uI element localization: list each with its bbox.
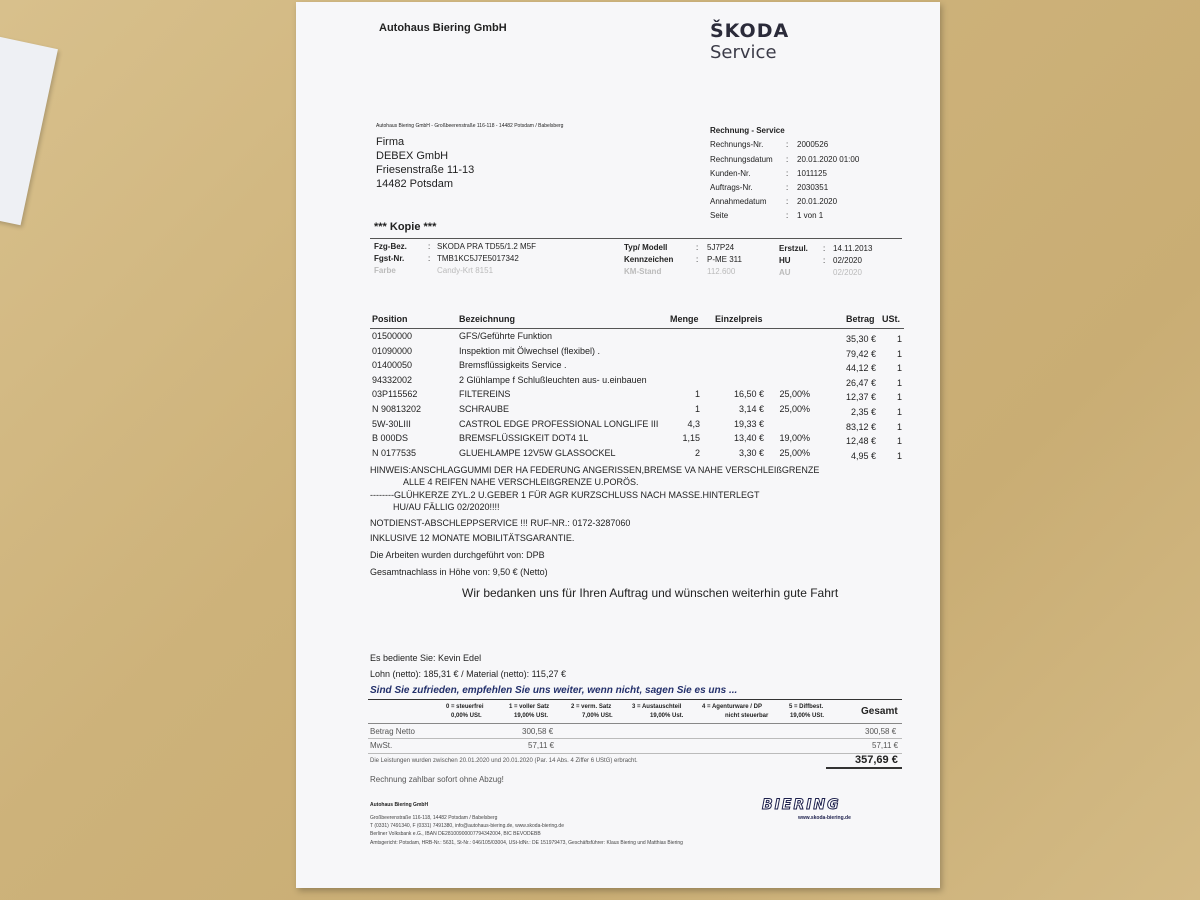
column-header: Position [372, 314, 408, 324]
thanks-message: Wir bedanken uns für Ihren Auftrag und wünschen weiterhin gute Fahrt [462, 586, 839, 600]
vehicle-label: Fgst-Nr. [374, 254, 405, 263]
cell-amount: 4,95 € [850, 450, 876, 461]
cell-amount: 35,30 € [845, 334, 876, 344]
tax-column-sub: 19,00% USt. [790, 713, 825, 719]
column-header: USt. [882, 314, 900, 324]
cell-position: N 0177535 [372, 447, 417, 458]
cell-vat-code: 1 [896, 377, 902, 388]
tax-column-head: 3 = Austauschteil [632, 704, 682, 710]
cell-position: 94332002 [372, 374, 413, 385]
cell-description: SCHRAUBE [459, 404, 510, 414]
cell-amount: 83,12 € [845, 421, 876, 432]
vehicle-value: TMB1KC5J7E5017342 [437, 254, 519, 263]
vehicle-value: 02/2020 [833, 256, 862, 265]
column-header: Bezeichnung [459, 314, 516, 324]
cell-amount: 12,48 € [845, 436, 876, 447]
note-line: NOTDIENST-ABSCHLEPPSERVICE !!! RUF-NR.: 0172-3287060 [370, 518, 631, 528]
cell-discount: 19,00% [779, 433, 810, 444]
note-line: ALLE 4 REIFEN NAHE VERSCHLEIßGRENZE U.PORÖS. [403, 477, 639, 487]
meta-value: 1 von 1 [797, 211, 824, 220]
tax-column-head: 5 = Diffbest. [789, 704, 824, 710]
note-line: HU/AU FÄLLIG 02/2020!!!! [393, 502, 500, 512]
divider [368, 723, 902, 724]
cell-unit-price: 3,30 € [738, 447, 764, 458]
table-row [296, 360, 940, 374]
vehicle-value: Candy-Krt 8151 [437, 266, 494, 275]
invoice-document: Autohaus Biering GmbH ŠKODA Service Autohaus Biering GmbH - Großbeerenstraße 116-118 - 14482 Potsdam / Babelsberg Firma DEBEX GmbH Friesenstraße 11-13 14482 Potsdam Rechnung - Service Rechnungs-Nr. : 2000526 Rechnungsdatum : 20.01.2020 01:00 Kunden-Nr. : 1011125 Auftrags-Nr. : 2030351 Annahmedatum : 20.01.2020 Seite : 1 von 1 *** Kopie *** Fzg-Bez. : SKODA PRA TD55/1.2 M5F Typ/ Modell : 5J7P24 Erstzul. : 14.11.2013 Fgst-Nr. : TMB1KC5J7E5017342 Kennzeichen : P-ME 311 HU : 02/2020 Farbe Candy-Krt 8151 KM-Stand 112.600 AU 02/2020 Position Bezeichnung Menge Einzelpreis Betrag USt. 01500000 GFS/Geführte Funktion 35,30 € 1 01090000 Inspektion mit Ölwechsel (flexibel) . 79,42 € 1 01400050 Bremsflüssigkeits Service . 44,12 € 1 94332002 2 Glühlampe f Schlußleuchten aus- u.einbauen 26,47 € 1 03P115562 FILTEREINS 1 16,50 € 25,00% 12,37 € 1 N 90813202 SCHRAUBE 1 3,14 € 25,00% 2,35 € 1 5W-30LIII CASTROL EDGE PROFESSIONAL LONGLIFE III 4,3 19,33 € 83,12 € 1 B 000DS BREMSFLÜSSIGKEIT DOT4 1L 1,15 13,40 € 19,00% 12,48 € 1 N 0177535 GLUEHLAMPE 12V5W GLASSOCKEL 2 3,30 € 25,00% 4,95 € 1 HINWEIS:ANSCHLAGGUMMI DER HA FEDERUNG ANGERISSEN,BREMSE VA NAHE VERSCHLEIßGRENZE ALLE 4 REIFEN NAHE VERSCHLEIßGRENZE U.PORÖS. --------GLÜHKERZE ZYL.2 U.GEBER 1 FÜR AGR KURZSCHLUSS NACH MASSE.HINTERLEGT HU/AU FÄLLIG 02/2020!!!! NOTDIENST-ABSCHLEPPSERVICE !!! RUF-NR.: 0172-3287060 INKLUSIVE 12 MONATE MOBILITÄTSGARANTIE. Die Arbeiten wurden durchgeführt von: DPB Gesamtnachlass in Höhe von: 9,50 € (Netto) Wir bedanken uns für Ihren Auftrag und wünschen weiterhin gute Fahrt Es bediente Sie: Kevin Edel Lohn (netto): 185,31 € / Material (netto): 115,27 € Sind Sie zufrieden, empfehlen Sie uns weiter, wenn nicht, sagen Sie es uns ... 0 = steuerfrei 0,00% USt. 1 = voller Satz 19,00% USt. 2 = verm. Satz 7,00% USt. 3 = Austauschteil 19,00% Ust. 4 = Agenturware / DP nicht steuerbar 5 = Diffbest. 19,00% USt. Gesamt Betrag Netto 300,58 € 300,58 € MwSt. 57,11 € 57,11 € Die Leistungen wurden zwischen 20.01.2020 und 20.01.2020 (Par. 14 Abs. 4 Ziffer 6 UStG) erbracht. 357,69 € Rechnung zahlbar sofort ohne Abzug! Autohaus Biering GmbH Großbeerenstraße 116-118, 14482 Potsdam / Babelsberg T (0331) 7491340, F (0331) 7491380, info@autohaus-biering.de, www.skoda-biering.de Berliner Volksbank e.G., IBAN DE28100900007794342004, BIC BEVODEBB Amtsgericht: Potsdam, HRB-Nr.: 5631, St-Nr.: 046/105/03004, USt-IdNr.: DE 151979473, Geschäftsführer: Klaus Biering und Matthias Biering BIERING www.skoda-biering.de [296, 2, 940, 888]
cell-amount: 26,47 € [845, 377, 876, 388]
cell-quantity: 1 [694, 404, 700, 414]
cell-discount: 25,00% [779, 404, 810, 414]
table-row [296, 448, 940, 462]
cell-vat-code: 1 [896, 392, 902, 403]
vehicle-label: HU [779, 256, 791, 265]
cell-vat-code: 1 [896, 436, 902, 447]
payment-note: Rechnung zahlbar sofort ohne Abzug! [370, 775, 504, 784]
vehicle-label: AU [779, 268, 791, 277]
tax-column-head: 4 = Agenturware / DP [702, 704, 762, 710]
cell-amount: 44,12 € [845, 363, 876, 374]
cell-vat-code: 1 [896, 363, 902, 374]
slogan: Sind Sie zufrieden, empfehlen Sie uns weiter, wenn nicht, sagen Sie es uns ... [370, 685, 738, 696]
footer-line: Amtsgericht: Potsdam, HRB-Nr.: 5631, St-Nr.: 046/105/03004, USt-IdNr.: DE 151979473, Geschäftsführer: Klaus Biering und Matthias Biering [370, 840, 683, 846]
cell-quantity: 1 [694, 389, 700, 400]
tax-column-sub: 19,00% USt. [514, 713, 549, 719]
gesamt-label: Gesamt [861, 706, 898, 717]
meta-value: 2000526 [797, 140, 829, 149]
table-row [296, 433, 940, 447]
column-header: Einzelpreis [715, 314, 763, 324]
netto-value: 300,58 € [522, 727, 554, 736]
netto-total: 300,58 € [865, 727, 897, 736]
background-paper-sheet [0, 35, 58, 226]
tax-column-head: 1 = voller Satz [509, 704, 550, 710]
cell-amount: 79,42 € [845, 348, 876, 359]
meta-value: 1011125 [797, 169, 827, 178]
cell-position: B 000DS [372, 433, 409, 444]
vehicle-label: Kennzeichen [624, 255, 674, 264]
skoda-logo: ŠKODA [710, 20, 790, 42]
tax-column-head: 2 = verm. Satz [571, 704, 612, 710]
meta-value: 20.01.2020 [797, 197, 838, 206]
divider [370, 238, 902, 239]
meta-label: Annahmedatum [710, 197, 767, 206]
meta-label: Auftrags-Nr. [710, 183, 753, 192]
tax-column-head: 0 = steuerfrei [446, 704, 484, 710]
vehicle-label: Farbe [374, 266, 396, 275]
recipient-line: Firma [376, 136, 405, 148]
netto-label: Betrag Netto [370, 727, 415, 736]
biering-logo: BIERING [762, 797, 841, 813]
footer-url: www.skoda-biering.de [798, 815, 851, 821]
vehicle-label: Fzg-Bez. [374, 242, 407, 251]
cell-discount: 25,00% [779, 389, 810, 400]
total-underline [826, 767, 902, 769]
note-line: Die Arbeiten wurden durchgeführt von: DPB [370, 550, 545, 560]
meta-label: Rechnungs-Nr. [710, 140, 764, 149]
vehicle-label: Erstzul. [779, 244, 808, 253]
cell-quantity: 4,3 [687, 418, 700, 429]
vehicle-label: Typ/ Modell [624, 243, 668, 252]
note-line: --------GLÜHKERZE ZYL.2 U.GEBER 1 FÜR AGR KURZSCHLUSS NACH MASSE.HINTERLEGT [370, 490, 760, 500]
divider [370, 328, 904, 329]
column-header: Menge [670, 314, 699, 324]
tax-column-sub: 7,00% USt. [582, 713, 613, 719]
note-line: INKLUSIVE 12 MONATE MOBILITÄTSGARANTIE. [370, 533, 575, 543]
cell-description: GLUEHLAMPE 12V5W GLASSOCKEL [459, 447, 616, 458]
served-by: Es bediente Sie: Kevin Edel [370, 653, 482, 663]
meta-label: Kunden-Nr. [710, 169, 751, 178]
cell-unit-price: 19,33 € [733, 418, 764, 429]
table-row [296, 389, 940, 403]
cell-position: 01500000 [372, 331, 413, 341]
grand-total: 357,69 € [855, 754, 898, 766]
vehicle-value: 112.600 [707, 267, 736, 276]
tax-column-sub: 19,00% Ust. [650, 713, 684, 719]
cell-vat-code: 1 [896, 450, 902, 461]
meta-label: Rechnungsdatum [710, 155, 773, 164]
cell-description: BREMSFLÜSSIGKEIT DOT4 1L [459, 433, 589, 444]
cell-position: 03P115562 [372, 389, 418, 400]
vehicle-value: 14.11.2013 [833, 244, 873, 253]
sender-line: Autohaus Biering GmbH - Großbeerenstraße 116-118 - 14482 Potsdam / Babelsberg [376, 123, 564, 129]
vehicle-value: P-ME 311 [707, 255, 742, 264]
note-line: HINWEIS:ANSCHLAGGUMMI DER HA FEDERUNG ANGERISSEN,BREMSE VA NAHE VERSCHLEIßGRENZE [370, 465, 820, 475]
cell-position: N 90813202 [372, 404, 422, 414]
company-name: Autohaus Biering GmbH [379, 22, 507, 34]
footer-line: T (0331) 7491340, F (0331) 7491380, info@autohaus-biering.de, www.skoda-biering.de [370, 823, 564, 829]
mwst-value: 57,11 € [528, 741, 555, 750]
cell-position: 01400050 [372, 360, 413, 371]
divider [368, 699, 902, 700]
cell-position: 01090000 [372, 345, 413, 356]
vehicle-label: KM-Stand [624, 267, 662, 276]
table-row [296, 419, 940, 433]
tax-column-sub: 0,00% USt. [451, 713, 482, 719]
vehicle-value: 02/2020 [833, 268, 862, 277]
cell-vat-code: 1 [896, 348, 902, 359]
cell-position: 5W-30LIII [372, 418, 411, 429]
cell-amount: 12,37 € [845, 392, 876, 403]
cell-description: Inspektion mit Ölwechsel (flexibel) . [459, 345, 601, 356]
cell-description: FILTEREINS [459, 389, 511, 400]
lohn-material: Lohn (netto): 185,31 € / Material (netto): 115,27 € [370, 669, 566, 679]
cell-amount: 2,35 € [850, 407, 876, 417]
footer-company: Autohaus Biering GmbH [370, 802, 429, 808]
footer-line: Großbeerenstraße 116-118, 14482 Potsdam / Babelsberg [370, 815, 498, 821]
footer-line: Berliner Volksbank e.G., IBAN DE28100900007794342004, BIC BEVODEBB [370, 831, 541, 837]
table-row [296, 404, 940, 418]
meta-value: 2030351 [797, 183, 829, 192]
note-line: Gesamtnachlass in Höhe von: 9,50 € (Netto) [370, 567, 548, 577]
period-text: Die Leistungen wurden zwischen 20.01.2020 und 20.01.2020 (Par. 14 Abs. 4 Ziffer 6 UStG) erbracht. [370, 758, 638, 764]
mwst-label: MwSt. [370, 741, 393, 750]
invoice-title: Rechnung - Service [710, 126, 785, 135]
recipient-line: Friesenstraße 11-13 [376, 164, 475, 176]
cell-description: Bremsflüssigkeits Service . [459, 360, 567, 371]
column-header: Betrag [846, 314, 875, 324]
vehicle-value: 5J7P24 [707, 243, 735, 252]
copy-label: *** Kopie *** [374, 221, 437, 233]
cell-unit-price: 16,50 € [733, 389, 764, 400]
cell-vat-code: 1 [896, 334, 902, 344]
meta-value: 20.01.2020 01:00 [797, 155, 860, 164]
table-header [296, 314, 940, 328]
skoda-service-label: Service [710, 42, 777, 63]
cell-description: 2 Glühlampe f Schlußleuchten aus- u.einbauen [459, 374, 647, 385]
table-row [296, 375, 940, 389]
table-row [296, 346, 940, 360]
cell-unit-price: 13,40 € [733, 433, 764, 444]
tax-column-sub: nicht steuerbar [725, 713, 769, 719]
cell-quantity: 2 [694, 447, 700, 458]
cell-vat-code: 1 [896, 421, 902, 432]
table-row [296, 331, 940, 345]
cell-vat-code: 1 [896, 407, 902, 417]
recipient-line: DEBEX GmbH [376, 150, 449, 162]
vehicle-value: SKODA PRA TD55/1.2 M5F [437, 242, 537, 251]
cell-discount: 25,00% [779, 447, 810, 458]
cell-quantity: 1,15 [682, 433, 700, 444]
cell-unit-price: 3,14 € [738, 404, 764, 414]
cell-description: GFS/Geführte Funktion [459, 331, 553, 341]
meta-label: Seite [710, 211, 729, 220]
cell-description: CASTROL EDGE PROFESSIONAL LONGLIFE III [459, 418, 659, 429]
mwst-total: 57,11 € [872, 741, 899, 750]
recipient-line: 14482 Potsdam [376, 178, 454, 190]
